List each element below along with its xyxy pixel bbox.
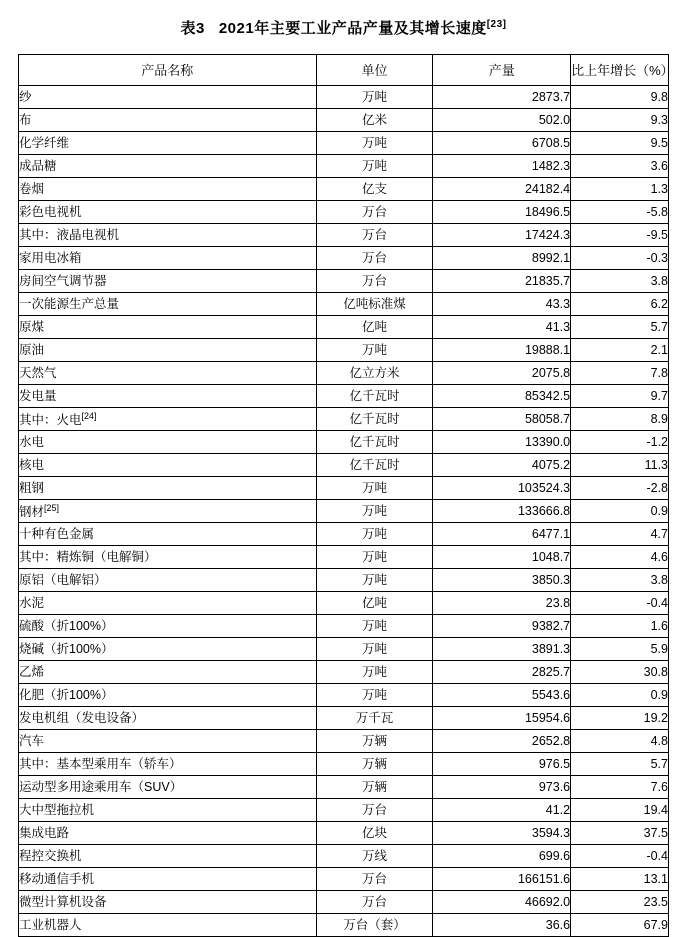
output-cell: 976.5 bbox=[433, 753, 571, 776]
growth-cell: 0.9 bbox=[571, 500, 669, 523]
table-row bbox=[19, 638, 669, 661]
output-cell: 5543.6 bbox=[433, 684, 571, 707]
product-name: 房间空气调节器 bbox=[19, 273, 107, 288]
unit-cell: 万台 bbox=[316, 270, 433, 293]
product-name: 水泥 bbox=[19, 595, 45, 610]
product-name-cell bbox=[19, 523, 317, 546]
output-cell: 43.3 bbox=[433, 293, 571, 316]
unit-cell: 万台 bbox=[316, 891, 433, 914]
growth-cell: 4.6 bbox=[571, 546, 669, 569]
unit-cell: 万台 bbox=[316, 799, 433, 822]
unit-cell: 万吨 bbox=[316, 132, 433, 155]
product-name: 硫酸（折100%） bbox=[19, 618, 114, 633]
growth-cell: 0.9 bbox=[571, 684, 669, 707]
product-name: 原煤 bbox=[19, 319, 45, 334]
growth-cell: 9.3 bbox=[571, 109, 669, 132]
industrial-output-table bbox=[18, 54, 674, 937]
unit-cell: 亿千瓦时 bbox=[316, 408, 433, 431]
product-name: 原铝（电解铝） bbox=[19, 572, 107, 587]
product-name-cell bbox=[19, 201, 317, 224]
output-cell: 6708.5 bbox=[433, 132, 571, 155]
product-name-cell bbox=[19, 661, 317, 684]
unit-cell: 亿立方米 bbox=[316, 362, 433, 385]
output-cell: 2825.7 bbox=[433, 661, 571, 684]
table-row bbox=[19, 431, 669, 454]
growth-cell: -5.8 bbox=[571, 201, 669, 224]
growth-cell: 5.9 bbox=[571, 638, 669, 661]
output-cell: 13390.0 bbox=[433, 431, 571, 454]
product-name-cell bbox=[19, 362, 317, 385]
table-row bbox=[19, 546, 669, 569]
unit-cell: 亿吨 bbox=[316, 316, 433, 339]
product-name: 钢材 bbox=[19, 504, 45, 519]
unit-cell: 亿千瓦时 bbox=[316, 431, 433, 454]
output-cell: 103524.3 bbox=[433, 477, 571, 500]
product-name-cell bbox=[19, 753, 317, 776]
output-cell: 41.3 bbox=[433, 316, 571, 339]
product-name: 一次能源生产总量 bbox=[19, 296, 120, 311]
table-row bbox=[19, 661, 669, 684]
output-cell: 24182.4 bbox=[433, 178, 571, 201]
table-header-row bbox=[19, 55, 669, 86]
table-row bbox=[19, 454, 669, 477]
output-cell: 9382.7 bbox=[433, 615, 571, 638]
product-name: 布 bbox=[19, 112, 32, 127]
product-name-cell bbox=[19, 845, 317, 868]
table-row bbox=[19, 523, 669, 546]
table-row bbox=[19, 500, 669, 523]
output-cell: 973.6 bbox=[433, 776, 571, 799]
table-row bbox=[19, 155, 669, 178]
output-cell: 2075.8 bbox=[433, 362, 571, 385]
growth-cell: 11.3 bbox=[571, 454, 669, 477]
output-cell: 1048.7 bbox=[433, 546, 571, 569]
unit-cell: 万辆 bbox=[316, 776, 433, 799]
table-row bbox=[19, 753, 669, 776]
table-row bbox=[19, 684, 669, 707]
unit-cell: 亿块 bbox=[316, 822, 433, 845]
growth-cell: 3.6 bbox=[571, 155, 669, 178]
unit-cell: 亿千瓦时 bbox=[316, 385, 433, 408]
unit-cell: 亿吨标准煤 bbox=[316, 293, 433, 316]
output-cell: 23.8 bbox=[433, 592, 571, 615]
table-body bbox=[19, 86, 669, 937]
growth-cell: 30.8 bbox=[571, 661, 669, 684]
product-name-cell bbox=[19, 868, 317, 891]
product-name-cell bbox=[19, 339, 317, 362]
table-row bbox=[19, 845, 669, 868]
product-name: 发电机组（发电设备） bbox=[19, 710, 145, 725]
output-cell: 18496.5 bbox=[433, 201, 571, 224]
unit-cell: 万吨 bbox=[316, 684, 433, 707]
unit-cell: 万吨 bbox=[316, 86, 433, 109]
growth-cell: 9.7 bbox=[571, 385, 669, 408]
product-name-cell bbox=[19, 500, 317, 523]
column-header-output: 产量 bbox=[433, 55, 571, 86]
product-name-cell bbox=[19, 546, 317, 569]
product-name: 工业机器人 bbox=[19, 917, 82, 932]
growth-cell: 9.8 bbox=[571, 86, 669, 109]
table-row bbox=[19, 178, 669, 201]
table-row bbox=[19, 477, 669, 500]
product-name: 成品糖 bbox=[19, 158, 57, 173]
growth-cell: 19.4 bbox=[571, 799, 669, 822]
output-cell: 15954.6 bbox=[433, 707, 571, 730]
table-number: 表3 bbox=[180, 20, 205, 37]
product-name-cell bbox=[19, 109, 317, 132]
growth-cell: 8.9 bbox=[571, 408, 669, 431]
unit-cell: 万辆 bbox=[316, 730, 433, 753]
output-cell: 21835.7 bbox=[433, 270, 571, 293]
product-name: 乙烯 bbox=[19, 664, 45, 679]
output-cell: 46692.0 bbox=[433, 891, 571, 914]
table-row bbox=[19, 776, 669, 799]
output-cell: 85342.5 bbox=[433, 385, 571, 408]
product-name-cell bbox=[19, 431, 317, 454]
table-row bbox=[19, 822, 669, 845]
product-name-cell bbox=[19, 270, 317, 293]
output-cell: 58058.7 bbox=[433, 408, 571, 431]
table-row bbox=[19, 362, 669, 385]
growth-cell: 7.6 bbox=[571, 776, 669, 799]
product-name: 大中型拖拉机 bbox=[19, 802, 95, 817]
output-cell: 3850.3 bbox=[433, 569, 571, 592]
product-name-cell bbox=[19, 592, 317, 615]
growth-cell: 5.7 bbox=[571, 316, 669, 339]
unit-cell: 万吨 bbox=[316, 661, 433, 684]
unit-cell: 亿支 bbox=[316, 178, 433, 201]
table-title-footnote: [23] bbox=[486, 19, 507, 30]
product-name: 天然气 bbox=[19, 365, 57, 380]
output-cell: 19888.1 bbox=[433, 339, 571, 362]
unit-cell: 亿米 bbox=[316, 109, 433, 132]
unit-cell: 万吨 bbox=[316, 638, 433, 661]
table-row bbox=[19, 569, 669, 592]
product-name: 纱 bbox=[19, 89, 32, 104]
table-row bbox=[19, 86, 669, 109]
growth-cell: 19.2 bbox=[571, 707, 669, 730]
product-name-cell bbox=[19, 638, 317, 661]
output-cell: 4075.2 bbox=[433, 454, 571, 477]
output-cell: 3891.3 bbox=[433, 638, 571, 661]
unit-cell: 万吨 bbox=[316, 546, 433, 569]
table-row bbox=[19, 293, 669, 316]
product-name-cell bbox=[19, 684, 317, 707]
unit-cell: 万吨 bbox=[316, 569, 433, 592]
product-name: 微型计算机设备 bbox=[19, 894, 107, 909]
product-name: 烧碱（折100%） bbox=[19, 641, 114, 656]
unit-cell: 万吨 bbox=[316, 523, 433, 546]
growth-cell: 1.3 bbox=[571, 178, 669, 201]
product-name: 原油 bbox=[19, 342, 45, 357]
table-row bbox=[19, 224, 669, 247]
output-cell: 2652.8 bbox=[433, 730, 571, 753]
product-name: 移动通信手机 bbox=[19, 871, 95, 886]
output-cell: 2873.7 bbox=[433, 86, 571, 109]
growth-cell: -2.8 bbox=[571, 477, 669, 500]
table-row bbox=[19, 868, 669, 891]
product-name: 发电量 bbox=[19, 388, 57, 403]
table-row bbox=[19, 132, 669, 155]
product-name: 彩色电视机 bbox=[19, 204, 82, 219]
table-row bbox=[19, 707, 669, 730]
table-row bbox=[19, 730, 669, 753]
growth-cell: 23.5 bbox=[571, 891, 669, 914]
output-cell: 8992.1 bbox=[433, 247, 571, 270]
product-name-cell bbox=[19, 454, 317, 477]
growth-cell: 2.1 bbox=[571, 339, 669, 362]
growth-cell: 4.8 bbox=[571, 730, 669, 753]
table-row bbox=[19, 592, 669, 615]
product-name-cell bbox=[19, 730, 317, 753]
product-name: 家用电冰箱 bbox=[19, 250, 82, 265]
column-header-growth: 比上年增长（%） bbox=[571, 55, 669, 86]
output-cell: 36.6 bbox=[433, 914, 571, 937]
table-row bbox=[19, 109, 669, 132]
unit-cell: 万吨 bbox=[316, 500, 433, 523]
growth-cell: -0.4 bbox=[571, 845, 669, 868]
output-cell: 3594.3 bbox=[433, 822, 571, 845]
growth-cell: 6.2 bbox=[571, 293, 669, 316]
unit-cell: 万台（套） bbox=[316, 914, 433, 937]
table-row bbox=[19, 408, 669, 431]
unit-cell: 万台 bbox=[316, 868, 433, 891]
product-name-cell bbox=[19, 224, 317, 247]
growth-cell: -0.3 bbox=[571, 247, 669, 270]
footnote-marker: [24] bbox=[81, 410, 97, 421]
unit-cell: 万台 bbox=[316, 201, 433, 224]
product-name-cell bbox=[19, 408, 317, 431]
output-cell: 1482.3 bbox=[433, 155, 571, 178]
product-name-cell bbox=[19, 178, 317, 201]
output-cell: 699.6 bbox=[433, 845, 571, 868]
growth-cell: 3.8 bbox=[571, 270, 669, 293]
column-header-product: 产品名称 bbox=[19, 55, 317, 86]
unit-cell: 万吨 bbox=[316, 477, 433, 500]
product-name: 汽车 bbox=[19, 733, 45, 748]
unit-cell: 亿千瓦时 bbox=[316, 454, 433, 477]
table-row bbox=[19, 316, 669, 339]
table-row bbox=[19, 385, 669, 408]
product-name-cell bbox=[19, 155, 317, 178]
output-cell: 166151.6 bbox=[433, 868, 571, 891]
product-name: 卷烟 bbox=[19, 181, 45, 196]
product-name-cell bbox=[19, 293, 317, 316]
growth-cell: 4.7 bbox=[571, 523, 669, 546]
growth-cell: 5.7 bbox=[571, 753, 669, 776]
growth-cell: 9.5 bbox=[571, 132, 669, 155]
table-row bbox=[19, 339, 669, 362]
unit-cell: 万吨 bbox=[316, 155, 433, 178]
growth-cell: -0.4 bbox=[571, 592, 669, 615]
table-row bbox=[19, 891, 669, 914]
product-name-cell bbox=[19, 247, 317, 270]
product-name-cell bbox=[19, 569, 317, 592]
unit-cell: 万吨 bbox=[316, 339, 433, 362]
output-cell: 17424.3 bbox=[433, 224, 571, 247]
table-title bbox=[18, 0, 669, 54]
table-row bbox=[19, 247, 669, 270]
output-cell: 6477.1 bbox=[433, 523, 571, 546]
table-row bbox=[19, 914, 669, 937]
product-name: 其中：精炼铜（电解铜） bbox=[19, 549, 157, 564]
product-name: 其中：基本型乘用车（轿车） bbox=[19, 756, 182, 771]
unit-cell: 万台 bbox=[316, 224, 433, 247]
product-name-cell bbox=[19, 316, 317, 339]
product-name-cell bbox=[19, 799, 317, 822]
product-name: 核电 bbox=[19, 457, 45, 472]
product-name-cell bbox=[19, 914, 317, 937]
unit-cell: 万千瓦 bbox=[316, 707, 433, 730]
column-header-unit: 单位 bbox=[316, 55, 433, 86]
product-name: 化学纤维 bbox=[19, 135, 70, 150]
product-name-cell bbox=[19, 891, 317, 914]
table-title-text: 2021年主要工业产品产量及其增长速度 bbox=[218, 20, 487, 37]
unit-cell: 万吨 bbox=[316, 615, 433, 638]
growth-cell: 13.1 bbox=[571, 868, 669, 891]
product-name-cell bbox=[19, 707, 317, 730]
product-name: 十种有色金属 bbox=[19, 526, 95, 541]
product-name-cell bbox=[19, 385, 317, 408]
output-cell: 502.0 bbox=[433, 109, 571, 132]
table-row bbox=[19, 270, 669, 293]
product-name: 粗钢 bbox=[19, 480, 45, 495]
growth-cell: -1.2 bbox=[571, 431, 669, 454]
product-name: 程控交换机 bbox=[19, 848, 82, 863]
product-name: 其中：火电 bbox=[19, 412, 82, 427]
product-name: 运动型多用途乘用车（SUV） bbox=[19, 779, 183, 794]
product-name-cell bbox=[19, 615, 317, 638]
product-name: 水电 bbox=[19, 434, 45, 449]
table-row bbox=[19, 201, 669, 224]
growth-cell: 37.5 bbox=[571, 822, 669, 845]
unit-cell: 亿吨 bbox=[316, 592, 433, 615]
growth-cell: -9.5 bbox=[571, 224, 669, 247]
product-name-cell bbox=[19, 132, 317, 155]
product-name: 化肥（折100%） bbox=[19, 687, 114, 702]
product-name-cell bbox=[19, 776, 317, 799]
growth-cell: 7.8 bbox=[571, 362, 669, 385]
unit-cell: 万辆 bbox=[316, 753, 433, 776]
unit-cell: 万线 bbox=[316, 845, 433, 868]
growth-cell: 67.9 bbox=[571, 914, 669, 937]
table-row bbox=[19, 799, 669, 822]
footnote-marker: [25] bbox=[44, 502, 60, 513]
output-cell: 133666.8 bbox=[433, 500, 571, 523]
growth-cell: 1.6 bbox=[571, 615, 669, 638]
growth-cell: 3.8 bbox=[571, 569, 669, 592]
unit-cell: 万台 bbox=[316, 247, 433, 270]
product-name-cell bbox=[19, 822, 317, 845]
product-name-cell bbox=[19, 86, 317, 109]
product-name: 其中：液晶电视机 bbox=[19, 227, 120, 242]
product-name: 集成电路 bbox=[19, 825, 70, 840]
output-cell: 41.2 bbox=[433, 799, 571, 822]
product-name-cell bbox=[19, 477, 317, 500]
table-row bbox=[19, 615, 669, 638]
